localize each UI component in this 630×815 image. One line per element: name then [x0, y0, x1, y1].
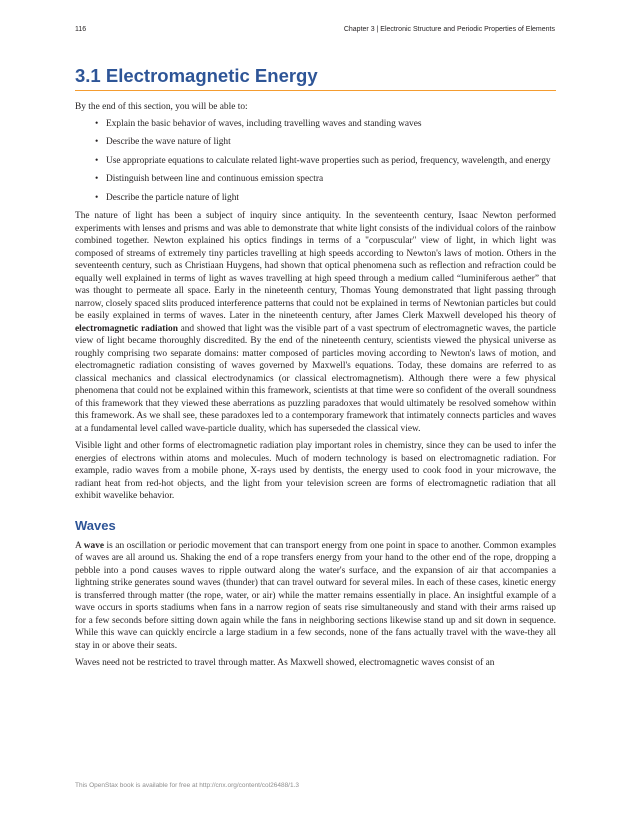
footer-note: This OpenStax book is available for free at http://cnx.org/content/col26488/1.3 [75, 782, 300, 789]
em-radiation-paragraph: Visible light and other forms of electromagnetic radiation play important roles in chemistry, since they can be used to infer the energies of electrons within atoms and molecules. Much of modern technology is based on electromagnetic radiation. For example, radio waves from a mobile phone, X-rays used by dentists, the energy used to cook food in your microwave, the radiant heat from red-hot objects, and the light from your television screen are forms of electromagnetic radiation that all exhibit wavelike behavior. [75, 441, 556, 501]
objective-item [95, 118, 556, 131]
page-content [75, 63, 556, 675]
key-term: electromagnetic radiation [75, 323, 178, 334]
paragraph-text: is an oscillation or periodic movement that can transport energy from one point in space to another. Common examples of waves are all around us. Shaking the end of a rope transfers energy from your hand to the other end of the rope, dropping a pebble into a pond causes waves to ripple outward along the water's surface, and the expansion of air that accompanies a lightning strike generates sound waves (thunder) that can travel outward for several miles. In each of these cases, kinetic energy is transferred through matter (the rope, water, or air) while the matter remains essentially in place. An insightful example of a wave occurs in sports stadiums when fans in a narrow region of seats rise simultaneously and stand with their arms raised up for a few seconds before sitting down again while the fans in neighboring sections likewise stand up and sit down in sequence. While this wave can quickly encircle a large stadium in a few seconds, none of the fans actually travel with the wave-they all stay in or above their seats. [75, 540, 556, 651]
paragraph-text: A [75, 540, 84, 551]
bullet-icon: • [95, 174, 99, 184]
objective-text: Explain the basic behavior of waves, including travelling waves and standing waves [106, 118, 422, 129]
objective-text: Use appropriate equations to calculate related light-wave properties such as period, frequency, wavelength, and energy [106, 155, 551, 166]
waves-continuation-paragraph: Waves need not be restricted to travel through matter. As Maxwell showed, electromagnetic waves consist of an [75, 658, 495, 668]
objective-item [95, 192, 556, 205]
bullet-icon: • [95, 155, 99, 166]
bullet-icon: • [95, 192, 99, 203]
objective-text: Describe the wave nature of light [106, 137, 231, 147]
paragraph-text: and showed that light was the visible part of a vast spectrum of electromagnetic waves, the particle view of light became thoroughly discredited. By the end of the nineteenth century, scientists viewed the physical universe as roughly comprising two separate domains: matter composed of particles moving according to Newton's laws of motion, and electromagnetic radiation consisting of waves governed by Maxwell's equations. Today, these domains are referred to as classical mechanics and classical electrodynamics (or classical electromagnetism). Although there were a few physical phenomena that could not be explained within this framework, scientists at that time were so confident of the overall soundness of this framework that they viewed these aberrations as puzzling paradoxes that would ultimately be resolved somehow within this framework. As we shall see, these paradoxes led to a contemporary framework that intimately connects particles and waves at a fundamental level called wave-particle duality, which has superseded the classical view. [75, 323, 556, 434]
learning-objectives-list [75, 118, 556, 205]
objective-item [95, 136, 556, 149]
objective-item [95, 155, 556, 168]
objective-text: Describe the particle nature of light [106, 192, 240, 203]
objective-text: Distinguish between line and continuous emission spectra [106, 174, 324, 184]
key-term: wave [83, 540, 105, 551]
waves-paragraph [75, 540, 556, 653]
bullet-icon: • [95, 137, 99, 147]
page-number: 116 [75, 26, 87, 33]
bullet-icon: • [95, 118, 99, 129]
objective-item [95, 173, 556, 186]
objectives-intro: By the end of this section, you will be able to: [75, 102, 248, 112]
intro-paragraph [75, 210, 556, 435]
chapter-title: Chapter 3 | Electronic Structure and Periodic Properties of Elements [343, 26, 555, 33]
paragraph-text: The nature of light has been a subject of inquiry since antiquity. In the seventeenth century, Isaac Newton performed experiments with lenses and prisms and was able to demonstrate that white light consists of the individual colors of the rainbow combined together. Newton explained his optics findings in terms of a "corpuscular" view of light, in which light was composed of streams of extremely tiny particles travelling at high speeds according to Newton's laws of motion. Others in the seventeenth century, such as Christiaan Huygens, had shown that optical phenomena such as reflection and refraction could be equally well explained in terms of light as waves travelling at high speed through a medium called “luminiferous aether” that was thought to permeate all space. Early in the nineteenth century, Thomas Young demonstrated that light passing through narrow, closely spaced slits produced interference patterns that could not be explained in terms of Newtonian particles but could be easily explained in terms of waves. Later in the nineteenth century, after James Clerk Maxwell developed his theory of [75, 211, 556, 321]
subsection-title: Waves [75, 517, 116, 533]
section-title: 3.1 Electromagnetic Energy [75, 63, 556, 91]
